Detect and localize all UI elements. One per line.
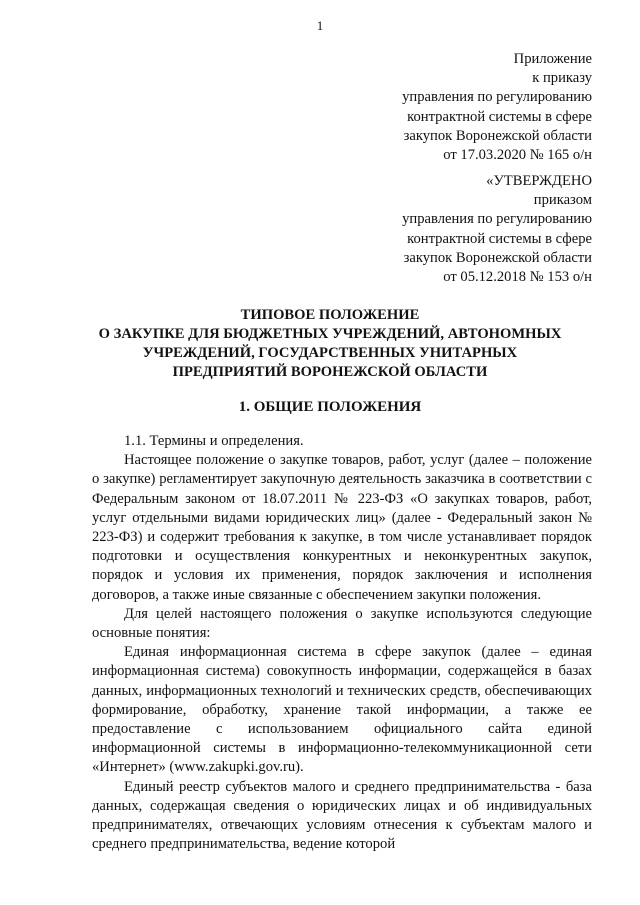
approval-line: управления по регулированию	[402, 211, 592, 228]
approval-line: контрактной системы в сфере	[407, 230, 592, 247]
paragraph: Единая информационная система в сфере закупок (далее – единая информационная система) совокупность информации, содержащейся в базах данных, информационных технологий и технических средств, обеспечивающих формирование, обработку, хранение такой информации, а также ее предоставление с использованием официального сайта единой информационной системы в информационно-телекоммуникационной сети «Интернет» (www.zakupki.gov.ru).	[92, 644, 592, 776]
appendix-line: закупок Воронежской области	[403, 127, 592, 144]
title-line: УЧРЕЖДЕНИЙ, ГОСУДАРСТВЕННЫХ УНИТАРНЫХ	[142, 345, 518, 361]
appendix-block	[402, 50, 592, 165]
title-line: ПРЕДПРИЯТИЙ ВОРОНЕЖСКОЙ ОБЛАСТИ	[172, 364, 488, 380]
approval-line: от 05.12.2018 № 153 о/н	[443, 269, 592, 286]
title-line: О ЗАКУПКЕ ДЛЯ БЮДЖЕТНЫХ УЧРЕЖДЕНИЙ, АВТОНОМНЫХ	[98, 326, 562, 342]
title-line: ТИПОВОЕ ПОЛОЖЕНИЕ	[240, 307, 420, 323]
section-heading: 1. ОБЩИЕ ПОЛОЖЕНИЯ	[238, 399, 422, 415]
appendix-line: к приказу	[532, 70, 592, 87]
document-title	[80, 306, 580, 382]
paragraph: Единый реестр субъектов малого и среднего предпринимательства - база данных, содержащая сведения о юридических лицах и об индивидуальных предпринимателях, отвечающих условиям отнесения к субъектам малого и среднего предпринимательства, ведение которой	[92, 778, 592, 853]
page-number: 1	[316, 18, 324, 33]
paragraph: Настоящее положение о закупке товаров, работ, услуг (далее – положение о закупке) регламентирует закупочную деятельность заказчика в соответствии с Федеральным законом от 18.07.2011 № 223-ФЗ «О закупках товаров, работ, услуг отдельными видами юридических лиц» (далее - Федеральный закон № 223-ФЗ) и содержит требования к закупке, в том числе устанавливает порядок подготовки и осуществления конкурентных и неконкурентных закупок, порядок и условия их применения, порядок заключения и исполнения договоров, а также иные связанные с обеспечением закупки положения.	[92, 452, 592, 603]
appendix-line: контрактной системы в сфере	[407, 108, 592, 125]
paragraph: 1.1. Термины и определения.	[124, 433, 304, 449]
appendix-line: от 17.03.2020 № 165 о/н	[443, 147, 592, 164]
approval-block	[402, 172, 592, 287]
appendix-line: Приложение	[513, 51, 592, 67]
paragraph: Для целей настоящего положения о закупке используются следующие основные понятия:	[92, 605, 592, 642]
body-text	[92, 432, 592, 854]
appendix-line: управления по регулированию	[402, 89, 592, 106]
approval-line: закупок Воронежской области	[403, 249, 592, 266]
approval-line: «УТВЕРЖДЕНО	[486, 173, 592, 189]
approval-line: приказом	[533, 192, 592, 209]
